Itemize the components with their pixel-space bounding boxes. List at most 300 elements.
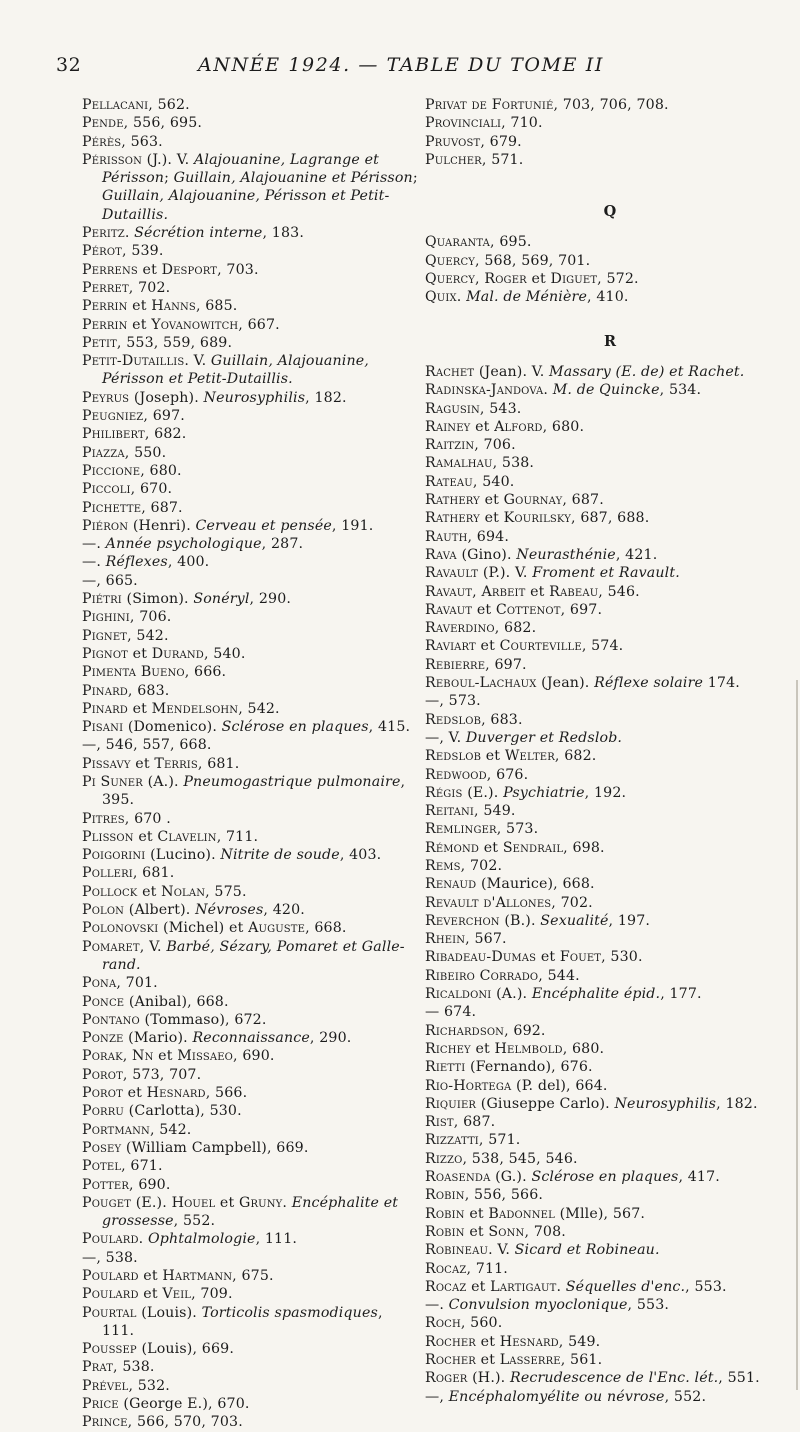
entry-text: , 552. xyxy=(173,1213,216,1230)
author-name: Rava xyxy=(425,546,457,563)
author-name: Perrin xyxy=(82,298,128,315)
index-entry xyxy=(425,270,795,288)
author-name: Perrin xyxy=(82,316,128,333)
entry-text: , 534. xyxy=(659,382,702,399)
author-name: Périsson xyxy=(82,151,142,168)
author-name: Pimenta Bueno xyxy=(82,664,185,681)
author-name: Pende xyxy=(82,115,124,132)
index-entry xyxy=(82,938,418,975)
entry-text: , 410. xyxy=(587,289,629,306)
author-name: Pisani xyxy=(82,719,124,736)
author-name: Remlinger xyxy=(425,821,497,838)
entry-text: , 421. xyxy=(615,546,658,563)
author-name: Piazza xyxy=(82,444,125,461)
index-entry xyxy=(82,1139,418,1157)
entry-text: , 552. xyxy=(664,1388,707,1405)
entry-text: , 539. xyxy=(122,243,164,260)
index-entry xyxy=(425,1223,795,1241)
author-name: Peritz xyxy=(82,225,125,242)
author-name: Alford xyxy=(494,418,543,435)
author-name: Sendrail xyxy=(502,839,564,856)
author-name: Rocher xyxy=(425,1333,476,1350)
entry-text: , 697. xyxy=(485,656,527,673)
entries-q xyxy=(425,233,795,306)
entry-text: . V. xyxy=(184,353,211,370)
author-name: Helmbold xyxy=(494,1040,563,1057)
index-entry xyxy=(82,1395,418,1413)
entry-text: . xyxy=(556,1278,566,1295)
author-name: Rocaz xyxy=(425,1260,467,1277)
author-name: Pourtal xyxy=(82,1304,137,1321)
entry-text: , 544. xyxy=(538,967,580,984)
entry-text: —. xyxy=(82,554,106,571)
entry-text: 174. xyxy=(703,675,740,692)
work-title: Neurosyphilis xyxy=(614,1095,717,1112)
entry-text: , 556, 695. xyxy=(123,115,203,132)
author-name: Rocaz xyxy=(425,1278,467,1295)
right-column xyxy=(425,96,795,1406)
entry-text: , 551. xyxy=(718,1370,760,1387)
entry-text: , 670. xyxy=(130,481,173,498)
index-entry xyxy=(82,1304,418,1341)
index-entry xyxy=(82,242,418,260)
entry-text: (P.). V. xyxy=(478,565,533,582)
entry-text: (P. del), 664. xyxy=(511,1077,608,1094)
index-entry xyxy=(425,875,795,893)
entry-text: —, xyxy=(425,1388,449,1405)
entry-text: , 538. xyxy=(113,1359,155,1376)
index-entry xyxy=(425,564,795,582)
entry-text: , 540. xyxy=(472,473,515,490)
index-entry xyxy=(82,480,418,498)
entry-text: , 701. xyxy=(116,975,158,992)
author-name: Reboul-Lachaux xyxy=(425,675,537,692)
author-name: Robineau xyxy=(425,1242,489,1259)
entry-text: , 708. xyxy=(524,1223,566,1240)
entry-text: , V. xyxy=(139,938,167,955)
index-entry xyxy=(425,967,795,985)
work-title: Encéphalite épid. xyxy=(531,986,661,1003)
entry-text: et xyxy=(475,1333,500,1350)
entry-text: . xyxy=(456,289,467,306)
index-entry xyxy=(425,454,795,472)
index-entry xyxy=(425,857,795,875)
index-entry xyxy=(425,1168,795,1186)
index-entry xyxy=(82,1413,418,1431)
author-name: Pignot xyxy=(82,645,129,662)
author-name: Ravaut xyxy=(425,601,473,618)
entry-text: , 710. xyxy=(501,115,543,132)
index-entry xyxy=(82,590,418,608)
author-name: Hartmann xyxy=(162,1268,233,1284)
index-entry xyxy=(82,1358,418,1376)
index-entry xyxy=(425,1205,795,1223)
author-name: Lartigaut xyxy=(490,1278,557,1295)
entry-text: , 287. xyxy=(261,536,304,553)
index-entry xyxy=(82,627,418,645)
index-entry xyxy=(82,1340,418,1358)
entry-text: , 562. xyxy=(148,97,190,113)
index-entry xyxy=(425,1333,795,1351)
author-name: Gournay xyxy=(503,492,563,509)
entry-text: et xyxy=(138,1286,163,1303)
entry-text: , 690. xyxy=(233,1048,275,1065)
author-name: Terris xyxy=(154,755,198,772)
index-entry xyxy=(425,747,795,765)
entry-text: et xyxy=(481,748,505,765)
entry-text: (E.). xyxy=(131,1194,172,1211)
entry-text: (Albert). xyxy=(124,902,196,919)
entry-text: , 546. xyxy=(598,583,640,600)
author-name: Quix xyxy=(425,289,457,306)
author-name: Pulcher xyxy=(425,151,482,168)
entry-text: (E.). xyxy=(462,784,504,801)
author-name: Hesnard xyxy=(146,1085,206,1102)
entry-text: , 680. xyxy=(140,462,182,479)
index-entry xyxy=(82,1157,418,1175)
author-name: Lasserre xyxy=(499,1352,561,1368)
entry-text: , 543. xyxy=(479,400,522,417)
author-name: Quercy xyxy=(425,271,476,288)
entry-text: et xyxy=(215,1194,239,1211)
entry-text: . xyxy=(138,1231,148,1248)
entry-text: ; xyxy=(412,170,418,187)
work-title: Convulsion myoclonique xyxy=(448,1297,628,1314)
index-entry xyxy=(425,1296,795,1314)
author-name: Riquier xyxy=(425,1095,477,1112)
index-entry xyxy=(82,608,418,626)
author-name: Raitzin xyxy=(425,437,475,454)
entry-text: , 561. xyxy=(560,1352,603,1368)
entry-text: , 395. xyxy=(102,773,406,809)
entry-text: , 553, 559, 689. xyxy=(116,334,233,351)
index-entry xyxy=(425,1095,795,1113)
entry-text: , 687. xyxy=(453,1114,496,1131)
author-name: Perret xyxy=(82,279,129,296)
author-name: Ramalhau xyxy=(425,455,493,472)
entry-text: (Louis), 669. xyxy=(136,1341,234,1358)
work-title: Recrudescence de l'Enc. lét. xyxy=(510,1370,719,1387)
author-name: Polon xyxy=(82,902,125,919)
author-name: Plisson xyxy=(82,828,134,845)
author-name: Richardson xyxy=(425,1022,505,1039)
index-entry xyxy=(425,930,795,948)
entry-text: —, V. xyxy=(425,729,466,746)
entry-text: , 549. xyxy=(474,803,516,820)
entry-text: et xyxy=(464,1205,489,1222)
author-name: Poulard xyxy=(82,1231,139,1248)
entry-text: , 553. xyxy=(627,1297,670,1314)
index-entry xyxy=(82,1249,418,1267)
entry-text: et xyxy=(525,583,550,600)
author-name: Peugniez xyxy=(82,408,144,425)
index-entry xyxy=(425,1314,795,1332)
index-entry xyxy=(82,572,418,590)
entry-text: ; xyxy=(164,170,174,187)
author-name: Portmann xyxy=(82,1121,150,1138)
author-name: Peyrus xyxy=(82,389,130,406)
author-name: Durand xyxy=(151,645,204,662)
index-entry xyxy=(425,1077,795,1095)
author-name: Rathery xyxy=(425,510,480,527)
entry-text: (Michel) et xyxy=(158,920,249,937)
entry-text: . V. xyxy=(488,1242,515,1259)
entry-text: , xyxy=(122,1048,133,1065)
author-name: Hesnard xyxy=(499,1333,559,1350)
entry-text: , 556, 566. xyxy=(464,1187,544,1204)
index-entry xyxy=(425,601,795,619)
entry-text: —, 665. xyxy=(82,572,138,589)
index-entry xyxy=(425,1186,795,1204)
entry-text: (A.). xyxy=(142,773,184,790)
work-title: Guillain, Alajouanine, Périsson et Petit-Dutaillis. xyxy=(102,353,369,388)
index-entry xyxy=(425,288,795,306)
author-name: Posey xyxy=(82,1139,122,1156)
author-name: Ponce xyxy=(82,993,125,1010)
author-name: Pontano xyxy=(82,1011,140,1028)
entry-text: , 682. xyxy=(554,748,597,765)
entry-text: , 573. xyxy=(496,821,539,838)
author-name: Nn xyxy=(132,1048,154,1065)
index-entry xyxy=(82,1194,418,1231)
entry-text: , 667. xyxy=(238,316,280,333)
work-title: Guillain, Alajouanine, Périsson et Petit-Dutaillis. xyxy=(102,188,390,223)
entry-text: et xyxy=(472,601,496,618)
entry-text: et xyxy=(526,271,551,288)
author-name: Revault d'Allones xyxy=(425,894,552,911)
index-entry xyxy=(425,1003,795,1021)
entry-text: (Mario). xyxy=(123,1030,193,1047)
entry-text: , 695. xyxy=(490,234,532,251)
entry-text: , 668. xyxy=(305,920,347,937)
author-name: Robin xyxy=(425,1205,465,1222)
entry-text: , 709. xyxy=(191,1286,233,1303)
entry-text: , 683. xyxy=(127,682,170,699)
index-entry xyxy=(425,473,795,491)
author-name: Pona xyxy=(82,975,117,992)
entry-text: , 563. xyxy=(121,133,163,150)
author-name: Richey xyxy=(425,1040,471,1057)
entry-text: , 177. xyxy=(660,986,702,1003)
entry-text: , 415. xyxy=(368,719,411,736)
entry-text: (Maurice), 668. xyxy=(476,876,595,893)
author-name: Reitani xyxy=(425,803,475,820)
entry-text: (Simon). xyxy=(121,591,194,608)
entry-text: (B.). xyxy=(499,912,541,929)
author-name: Piétri xyxy=(82,591,122,608)
entry-text: , 530. xyxy=(601,949,643,966)
entry-text: (Carlotta), 530. xyxy=(123,1103,242,1120)
index-entry xyxy=(425,1040,795,1058)
author-name: Ribeiro Corrado xyxy=(425,967,539,984)
author-name: Auguste xyxy=(248,920,306,937)
author-name: Rauth xyxy=(425,528,468,545)
author-name: Pitres xyxy=(82,810,125,827)
entry-text: et xyxy=(137,883,162,900)
entry-text: , 682. xyxy=(144,426,187,443)
author-name: Rhein xyxy=(425,931,466,948)
entry-text: , 191. xyxy=(331,517,374,534)
entry-text: , 566. xyxy=(205,1085,248,1102)
author-name: Philibert xyxy=(82,426,145,443)
author-name: Renaud xyxy=(425,876,477,893)
work-title: M. de Quincke xyxy=(552,382,660,399)
work-title: Encéphalomyélite ou névrose xyxy=(448,1388,665,1405)
entry-text: , 685. xyxy=(195,298,238,315)
entry-text: , 420. xyxy=(263,902,305,919)
entry-text: (J.). V. xyxy=(142,151,194,168)
entry-text: , 538. xyxy=(492,455,535,472)
author-name: Piéron xyxy=(82,517,129,534)
author-name: Pellacani xyxy=(82,97,149,113)
work-title: Nitrite de soude xyxy=(220,847,340,864)
entry-text: . xyxy=(282,1194,292,1211)
index-entry xyxy=(425,948,795,966)
entry-text: , 540. xyxy=(203,645,246,662)
entry-text: , 702. xyxy=(128,279,171,296)
author-name: Pissavy xyxy=(82,755,131,772)
author-name: Pérès xyxy=(82,133,122,150)
author-name: Pighini xyxy=(82,609,130,626)
author-name: Pinard xyxy=(82,700,128,717)
author-name: Yovanowitch xyxy=(151,316,239,333)
entry-text: . xyxy=(543,382,553,399)
entry-text: et xyxy=(137,261,162,278)
author-name: Rateau xyxy=(425,473,473,490)
entry-text: (G.). xyxy=(490,1169,532,1186)
index-entry xyxy=(82,499,418,517)
index-entry xyxy=(425,252,795,270)
work-title: Guillain, Alajouanine et Périsson xyxy=(173,170,413,187)
entry-text: , 675. xyxy=(232,1268,274,1284)
entry-text: , 290. xyxy=(249,591,292,608)
index-entry xyxy=(82,773,418,810)
page-number: 32 xyxy=(56,54,82,76)
author-name: Potter xyxy=(82,1176,129,1193)
author-name: Ponze xyxy=(82,1030,124,1047)
entry-text: , 666. xyxy=(184,664,227,681)
section-letter-q: Q xyxy=(603,203,617,221)
author-name: Hanns xyxy=(151,298,196,315)
entry-text: . xyxy=(124,225,135,242)
entry-text: , 692. xyxy=(504,1022,546,1039)
index-entry xyxy=(82,1047,418,1065)
index-entry xyxy=(82,114,418,132)
entry-text: , 671. xyxy=(121,1158,163,1175)
index-entry xyxy=(82,1176,418,1194)
entry-text: , 703. xyxy=(217,261,259,278)
entry-text: , 542. xyxy=(127,627,169,644)
author-name: Badonnel xyxy=(488,1205,555,1222)
entries-r xyxy=(425,363,795,1406)
index-entry xyxy=(425,418,795,436)
author-name: Pomaret xyxy=(82,938,140,955)
page-edge-shadow xyxy=(796,680,798,1390)
entry-text: , 682. xyxy=(494,620,537,637)
author-name: Poulard xyxy=(82,1286,139,1303)
author-name: Kourilsky xyxy=(503,510,571,527)
author-name: Porot xyxy=(82,1085,123,1102)
index-entry xyxy=(82,810,418,828)
author-name: Diguet xyxy=(550,271,598,288)
work-title: Psychiatrie xyxy=(503,784,585,801)
entry-text: (Joseph). xyxy=(129,389,204,406)
index-entry xyxy=(82,682,418,700)
author-name: Raviart xyxy=(425,638,476,655)
entry-text: , 567. xyxy=(465,931,507,948)
index-entry xyxy=(82,1230,418,1248)
entry-text: , 566, 570, 703. xyxy=(127,1414,243,1431)
author-name: Rietti xyxy=(425,1059,466,1076)
entry-text: , 676. xyxy=(486,766,529,783)
author-name: Rathery xyxy=(425,492,480,509)
author-name: Porak xyxy=(82,1048,123,1065)
author-name: Clavelin xyxy=(157,828,217,845)
author-name: Missaeo xyxy=(177,1048,234,1065)
index-entry xyxy=(82,517,418,535)
author-name: Rachet xyxy=(425,363,475,380)
author-name: Poussep xyxy=(82,1341,137,1358)
index-entry xyxy=(82,1285,418,1303)
index-entry xyxy=(82,718,418,736)
author-name: Courteville xyxy=(499,638,582,655)
entry-text: (Henri). xyxy=(128,517,196,534)
author-name: Welter xyxy=(504,748,555,765)
index-entry xyxy=(425,985,795,1003)
entry-text: , 706. xyxy=(129,609,172,626)
index-entry xyxy=(425,1150,795,1168)
entry-text: (Jean). V. xyxy=(474,363,550,380)
work-title: Sicard et Robineau. xyxy=(514,1242,660,1259)
index-entry xyxy=(425,1113,795,1131)
index-entry xyxy=(82,919,418,937)
author-name: Pouget xyxy=(82,1194,132,1211)
author-name: Ragusin xyxy=(425,400,480,417)
entry-text: (Lucino). xyxy=(145,847,221,864)
author-name: Porru xyxy=(82,1103,124,1120)
author-name: Gruny xyxy=(238,1194,283,1211)
entry-text: et xyxy=(470,418,495,435)
author-name: Prince xyxy=(82,1414,128,1431)
entry-text: , 681. xyxy=(132,865,175,882)
index-entry xyxy=(425,711,795,729)
entry-text: , 680. xyxy=(542,418,585,435)
work-title: Encéphalite et grossesse xyxy=(102,1194,399,1230)
entry-text: et xyxy=(466,1278,491,1295)
running-title: ANNÉE 1924. — TABLE DU TOME II xyxy=(198,54,604,76)
entry-text: (Louis). xyxy=(136,1304,202,1321)
entry-text: (Mlle), 567. xyxy=(554,1205,646,1222)
author-name: Rabeau xyxy=(549,583,599,600)
entry-text: , 702. xyxy=(551,894,593,911)
index-entry xyxy=(425,912,795,930)
work-title: Sécrétion interne xyxy=(134,225,263,242)
author-name: Desport xyxy=(161,261,218,278)
entry-text: , 698. xyxy=(563,839,605,856)
index-entry xyxy=(82,389,418,407)
index-entry xyxy=(425,784,795,802)
entry-text: , 575. xyxy=(205,883,247,900)
work-title: Année psychologique xyxy=(105,536,262,553)
index-entry xyxy=(425,509,795,527)
entry-text: et xyxy=(536,949,560,966)
author-name: Raverdino xyxy=(425,620,495,637)
author-name: Pollock xyxy=(82,883,138,900)
entry-text: , 697. xyxy=(143,408,185,425)
entry-text: et xyxy=(130,755,155,772)
author-name: Quercy xyxy=(425,252,476,269)
entry-text: , 571. xyxy=(478,1132,521,1149)
